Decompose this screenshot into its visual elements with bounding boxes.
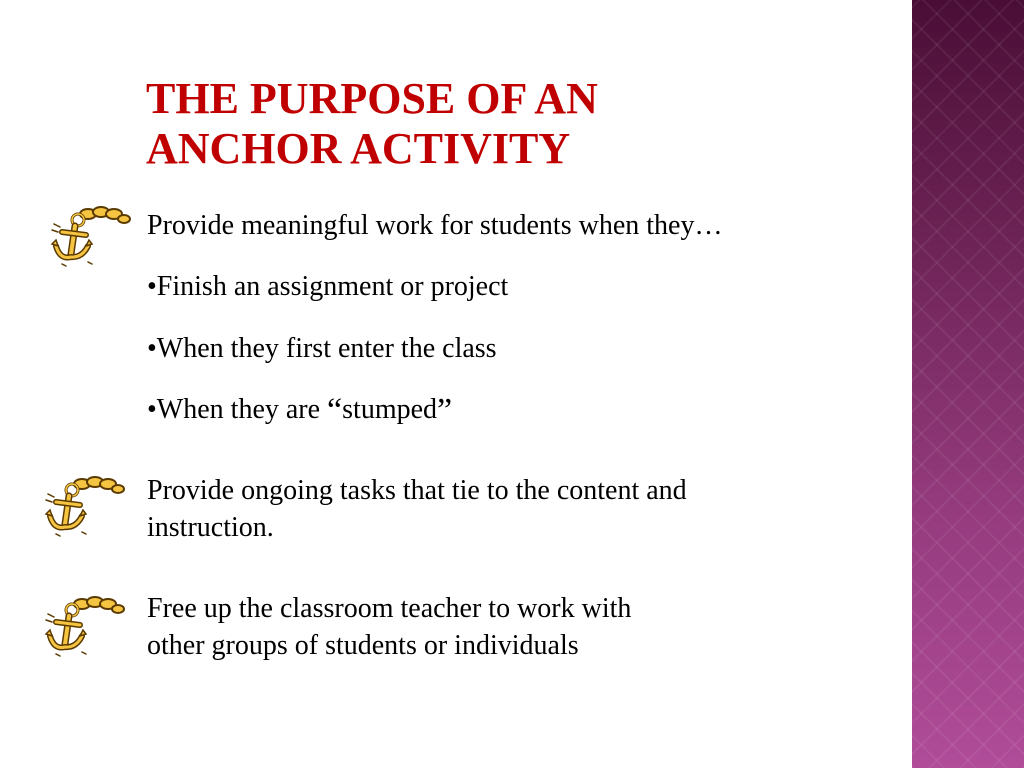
- close-quote: ”: [437, 392, 453, 429]
- stumped-word: stumped: [342, 394, 438, 425]
- title-line-1: THE PURPOSE OF AN: [146, 74, 598, 123]
- bullet-3-text: [147, 590, 631, 664]
- stumped-prefix: •When they are: [147, 394, 328, 425]
- bullet-1-intro: Provide meaningful work for students when they…: [147, 210, 723, 241]
- slide-title: [146, 74, 846, 174]
- open-quote: “: [327, 392, 343, 429]
- bullet-1-sub-1: •Finish an assignment or project: [147, 271, 509, 302]
- anchor-icon: [42, 472, 126, 540]
- anchor-icon: [48, 202, 132, 270]
- bullet-2-line-2: instruction.: [147, 512, 274, 543]
- bullet-2-text: [147, 472, 687, 546]
- bullet-1-sub-2: •When they first enter the class: [147, 333, 497, 364]
- bullet-2-line-1: Provide ongoing tasks that tie to the content and: [147, 475, 687, 506]
- bullet-1-sub-3: [147, 391, 452, 429]
- anchor-icon: [42, 592, 126, 660]
- title-line-2: ANCHOR ACTIVITY: [146, 124, 571, 173]
- bullet-3-line-1: Free up the classroom teacher to work with: [147, 593, 632, 624]
- decorative-sidebar: [912, 0, 1024, 768]
- bullet-3-line-2: other groups of students or individuals: [147, 630, 579, 661]
